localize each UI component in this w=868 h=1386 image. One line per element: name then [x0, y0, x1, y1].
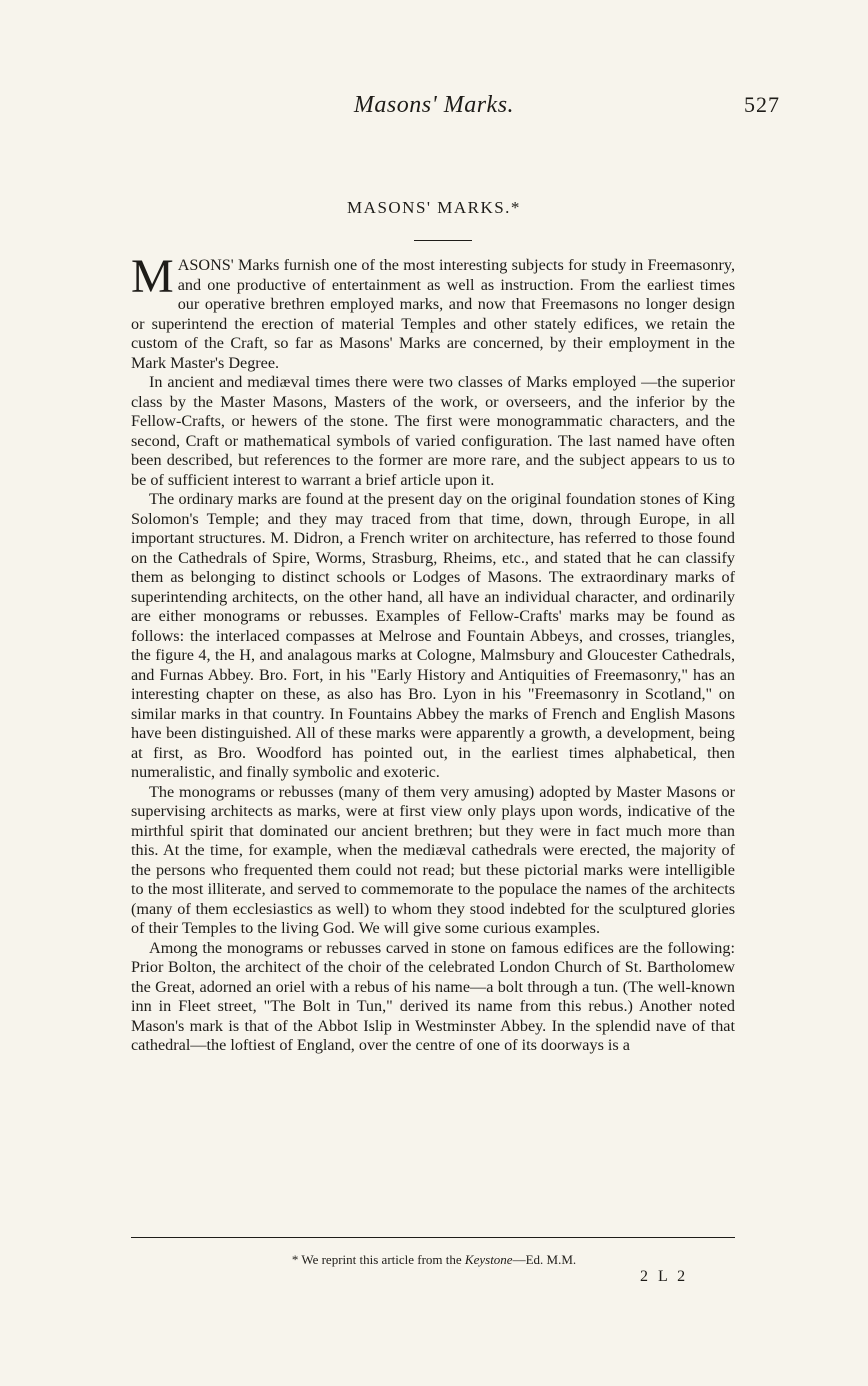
footnote-rule [131, 1237, 735, 1238]
footnote [0, 1252, 868, 1268]
running-title: Masons' Marks. [353, 92, 515, 118]
article-body [131, 250, 735, 1056]
page-number: 527 [744, 92, 780, 117]
paragraph-3: The ordinary marks are found at the present day on the original foundation stones of King Solomon's Temple; and they may traced from that time, down, through Europe, in all important structures. M. Didron, a French writer on architecture, has referred to those found on the Cathedrals of Spire, Worms, Strasburg, Rheims, etc., and stated that he can classify them as belonging to distinct schools or Lodges of Masons. The extraordinary marks of superintending architects, on the other hand, all have an individual character, and ordinarily are either monograms or rebusses. Examples of Fellow-Crafts' marks may be found as follows: the interlaced compasses at Melrose and Fountain Abbeys, and crosses, triangles, the figure 4, the H, and analagous marks at Cologne, Malmsbury and Gloucester Cathedrals, and Furnas Abbey. Bro. Fort, in his "Early History and Antiquities of Freemasonry," has an interesting chapter on these, as also has Bro. Lyon in his "Freemasonry in Scotland," on similar marks in that country. In Fountains Abbey the marks of French and English Masons have been distinguished. All of these marks were apparently a growth, a development, being at first, as Bro. Woodford has pointed out, in the earliest times alphabetical, then numeralistic, and finally symbolic and exoteric. [131, 490, 735, 781]
paragraph-5: Among the monograms or rebusses carved in stone on famous edifices are the following: Prior Bolton, the architect of the choir of the celebrated London Church of St. Bartholomew the Great, adorned an oriel with a rebus of his name—a bolt through a tun. (The well-known inn in Fleet street, "The Bolt in Tun," derived its name from this rebus.) Another noted Mason's mark is that of the Abbot Islip in Westminster Abbey. In the splendid nave of that cathedral—the loftiest of England, over the centre of one of its doorways is a [131, 938, 735, 1054]
title-rule [414, 240, 472, 241]
footnote-source: Keystone [464, 1252, 513, 1267]
footnote-suffix: —Ed. M.M. [512, 1252, 577, 1267]
paragraph-text: ASONS' Marks furnish one of the most interesting subjects for study in Freemasonry, and one productive of entertainment as well as instruction. From the earliest times our operative brethren employed marks, and now that Freemasons no longer design or superintend the erection of material Temples and other stately edifices, we retain the custom of the Craft, so far as Masons' Marks are concerned, by their employment in the Mark Master's Degree. [131, 256, 735, 372]
paragraph-4: The monograms or rebusses (many of them very amusing) adopted by Master Masons or supervising architects as marks, were at first view only plays upon words, indicative of the mirthful spirit that dominated our ancient brethren; but they were in fact much more than this. At the time, for example, when the mediæval cathedrals were erected, the majority of the persons who frequented them could not read; but these pictorial marks were intelligible to the most illiterate, and served to commemorate to the populace the names of the architects (many of them ecclesiastics as well) to whom they stood indebted for the sculptured glories of their Temples to the living God. We will give some curious examples. [131, 782, 735, 937]
signature-mark: 2 L 2 [640, 1268, 689, 1285]
article-title: MASONS' MARKS.* [347, 198, 521, 217]
paragraph-1 [131, 250, 735, 373]
paragraph-2: In ancient and mediæval times there were two classes of Marks employed —the superior class by the Master Masons, Masters of the work, or overseers, and the inferior by the Fellow-Crafts, or hewers of the stone. The first were monogrammatic characters, and the second, Craft or mathematical symbols of varied configuration. The last named have often been described, but references to the former are more rare, and the subject appears to us to be of sufficient interest to warrant a brief article upon it. [131, 373, 735, 489]
footnote-prefix: * We reprint this article from the [291, 1252, 462, 1267]
drop-cap: M [131, 250, 174, 303]
